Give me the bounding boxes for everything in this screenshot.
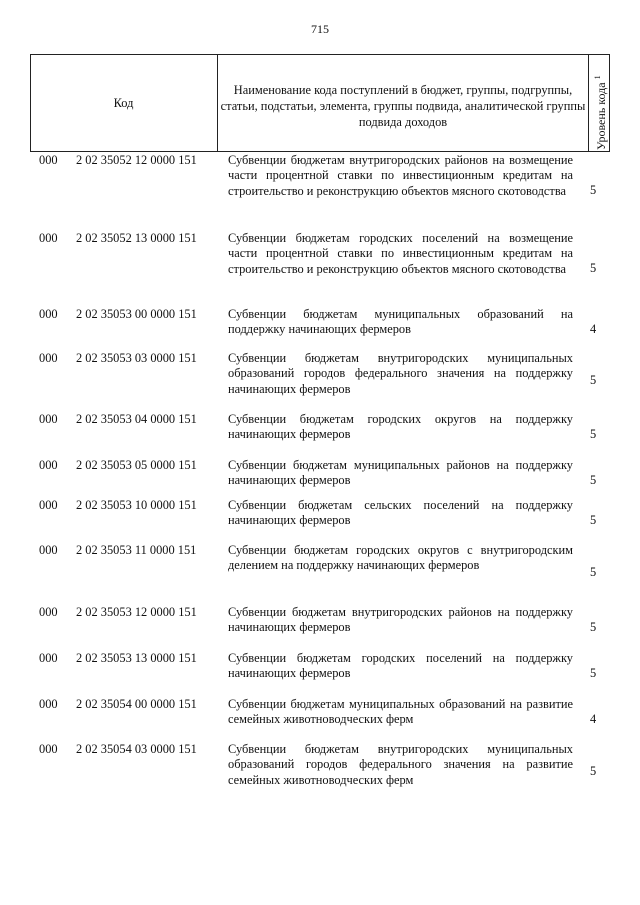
table-header <box>30 54 610 152</box>
row-revenue-name: Субвенции бюджетам муниципальных образований на развитие семейных животноводческих ферм <box>228 697 573 727</box>
row-revenue-code: 2 02 35053 10 0000 151 <box>76 498 197 512</box>
row-code-level: 5 <box>590 373 597 387</box>
row-revenue-code: 2 02 35052 12 0000 151 <box>76 153 197 167</box>
row-revenue-code: 2 02 35053 05 0000 151 <box>76 458 197 472</box>
row-revenue-name: Субвенции бюджетам городских поселений на возмещение части процентной ставки по инвестиционным кредитам на строительство и реконструкцию объектов мясного скотоводства <box>228 231 573 276</box>
row-code-level: 4 <box>590 712 597 726</box>
row-revenue-name: Субвенции бюджетам городских поселений на поддержку начинающих фермеров <box>228 651 573 681</box>
row-code-level: 5 <box>590 620 597 634</box>
header-level-cell <box>589 54 610 152</box>
header-name-label: Наименование кода поступлений в бюджет, группы, подгруппы, статьи, подстатьи, элемента, группы подвида, аналитической группы подвида доходов <box>220 83 586 129</box>
row-revenue-name: Субвенции бюджетам внутригородских муниципальных образований городов федерального значения на поддержку начинающих фермеров <box>228 351 573 396</box>
row-code-level: 5 <box>590 565 597 579</box>
row-revenue-name: Субвенции бюджетам сельских поселений на поддержку начинающих фермеров <box>228 498 573 528</box>
page-number: 715 <box>311 22 329 36</box>
row-admin-code: 000 <box>39 651 58 665</box>
row-code-level: 5 <box>590 513 597 527</box>
row-admin-code: 000 <box>39 231 58 245</box>
level-footnote-marker: 1 <box>593 75 602 80</box>
row-revenue-code: 2 02 35053 12 0000 151 <box>76 605 197 619</box>
row-code-level: 5 <box>590 666 597 680</box>
row-revenue-code: 2 02 35053 03 0000 151 <box>76 351 197 365</box>
row-admin-code: 000 <box>39 498 58 512</box>
row-code-level: 5 <box>590 473 597 487</box>
row-admin-code: 000 <box>39 543 58 557</box>
row-code-level: 5 <box>590 764 597 778</box>
header-code-label: Код <box>113 95 134 110</box>
row-revenue-code: 2 02 35052 13 0000 151 <box>76 231 197 245</box>
row-admin-code: 000 <box>39 697 58 711</box>
row-revenue-code: 2 02 35053 11 0000 151 <box>76 543 197 557</box>
row-revenue-name: Субвенции бюджетам внутригородских муниципальных образований городов федерального значения на развитие семейных животноводческих ферм <box>228 742 573 787</box>
row-code-level: 5 <box>590 261 597 275</box>
row-revenue-code: 2 02 35054 00 0000 151 <box>76 697 197 711</box>
row-code-level: 4 <box>590 322 597 336</box>
row-admin-code: 000 <box>39 351 58 365</box>
row-admin-code: 000 <box>39 458 58 472</box>
row-revenue-name: Субвенции бюджетам городских округов на поддержку начинающих фермеров <box>228 412 573 442</box>
row-revenue-code: 2 02 35053 04 0000 151 <box>76 412 197 426</box>
row-admin-code: 000 <box>39 605 58 619</box>
row-code-level: 5 <box>590 427 597 441</box>
row-revenue-code: 2 02 35053 00 0000 151 <box>76 307 197 321</box>
header-level-label: Уровень кода $^1$ <box>593 75 608 150</box>
row-admin-code: 000 <box>39 742 58 756</box>
row-revenue-code: 2 02 35054 03 0000 151 <box>76 742 197 756</box>
row-admin-code: 000 <box>39 153 58 167</box>
row-admin-code: 000 <box>39 412 58 426</box>
row-code-level: 5 <box>590 183 597 197</box>
row-revenue-name: Субвенции бюджетам внутригородских районов на возмещение части процентной ставки по инвестиционным кредитам на строительство и реконструкцию объектов мясного скотоводства <box>228 153 573 198</box>
row-revenue-name: Субвенции бюджетам муниципальных образований на поддержку начинающих фермеров <box>228 307 573 337</box>
row-revenue-name: Субвенции бюджетам муниципальных районов на поддержку начинающих фермеров <box>228 458 573 488</box>
row-revenue-name: Субвенции бюджетам внутригородских районов на поддержку начинающих фермеров <box>228 605 573 635</box>
row-admin-code: 000 <box>39 307 58 321</box>
row-revenue-code: 2 02 35053 13 0000 151 <box>76 651 197 665</box>
row-revenue-name: Субвенции бюджетам городских округов с внутригородским делением на поддержку начинающих фермеров <box>228 543 573 573</box>
